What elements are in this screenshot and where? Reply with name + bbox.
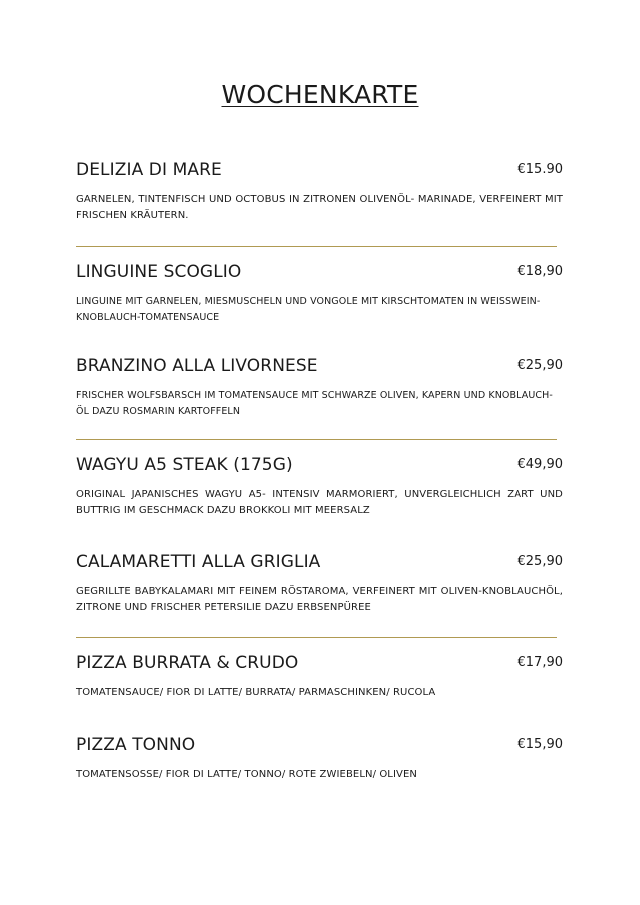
- divider: [76, 439, 557, 440]
- menu-item-name: BRANZINO ALLA LIVORNESE: [76, 356, 318, 376]
- menu-item-name: CALAMARETTI ALLA GRIGLIA: [76, 552, 321, 572]
- menu-item-name: PIZZA TONNO: [76, 735, 196, 755]
- menu-item-description: GARNELEN, TINTENFISCH UND OCTOBUS IN ZITRONEN OLIVENÖL- MARINADE, VERFEINERT MIT FRISCHEN KRÄUTERN.: [76, 194, 563, 221]
- menu-item-price: €49,90: [517, 457, 563, 472]
- divider: [76, 246, 557, 247]
- menu-item-price: €17,90: [517, 655, 563, 670]
- menu-item-price: €15,90: [517, 737, 563, 752]
- menu-item-description: TOMATENSOSSE/ FIOR DI LATTE/ TONNO/ ROTE ZWIEBELN/ OLIVEN: [76, 769, 417, 780]
- menu-item-description: FRISCHER WOLFSBARSCH IM TOMATENSAUCE MIT SCHWARZE OLIVEN, KAPERN UND KNOBLAUCH-ÖL DAZU ROSMARIN KARTOFFELN: [76, 390, 553, 417]
- menu-item-name: DELIZIA DI MARE: [76, 160, 222, 180]
- menu-item-price: €25,90: [517, 358, 563, 373]
- menu-item-description: GEGRILLTE BABYKALAMARI MIT FEINEM RÖSTAROMA, VERFEINERT MIT OLIVEN-KNOBLAUCHÖL, ZITRONE UND FRISCHER PETERSILIE DAZU ERBSENPÜREE: [76, 586, 563, 613]
- menu-item-price: €15.90: [517, 162, 563, 177]
- menu-item-name: LINGUINE SCOGLIO: [76, 262, 242, 282]
- menu-item-description: TOMATENSAUCE/ FIOR DI LATTE/ BURRATA/ PARMASCHINKEN/ RUCOLA: [76, 687, 436, 698]
- menu-item-name: PIZZA BURRATA & CRUDO: [76, 653, 299, 673]
- menu-item-name: WAGYU A5 STEAK (175G): [76, 455, 293, 475]
- menu-item-description: LINGUINE MIT GARNELEN, MIESMUSCHELN UND VONGOLE MIT KIRSCHTOMATEN IN WEISSWEIN-KNOBLAUCH-TOMATENSAUCE: [76, 296, 541, 323]
- divider: [76, 637, 557, 638]
- menu-item-price: €25,90: [517, 554, 563, 569]
- menu-item-description: ORIGINAL JAPANISCHES WAGYU A5- INTENSIV MARMORIERT, UNVERGLEICHLICH ZART UND BUTTRIG IM GESCHMACK DAZU BROKKOLI MIT MEERSALZ: [76, 489, 563, 516]
- menu-title: WOCHENKARTE: [221, 80, 419, 109]
- menu-item-price: €18,90: [517, 264, 563, 279]
